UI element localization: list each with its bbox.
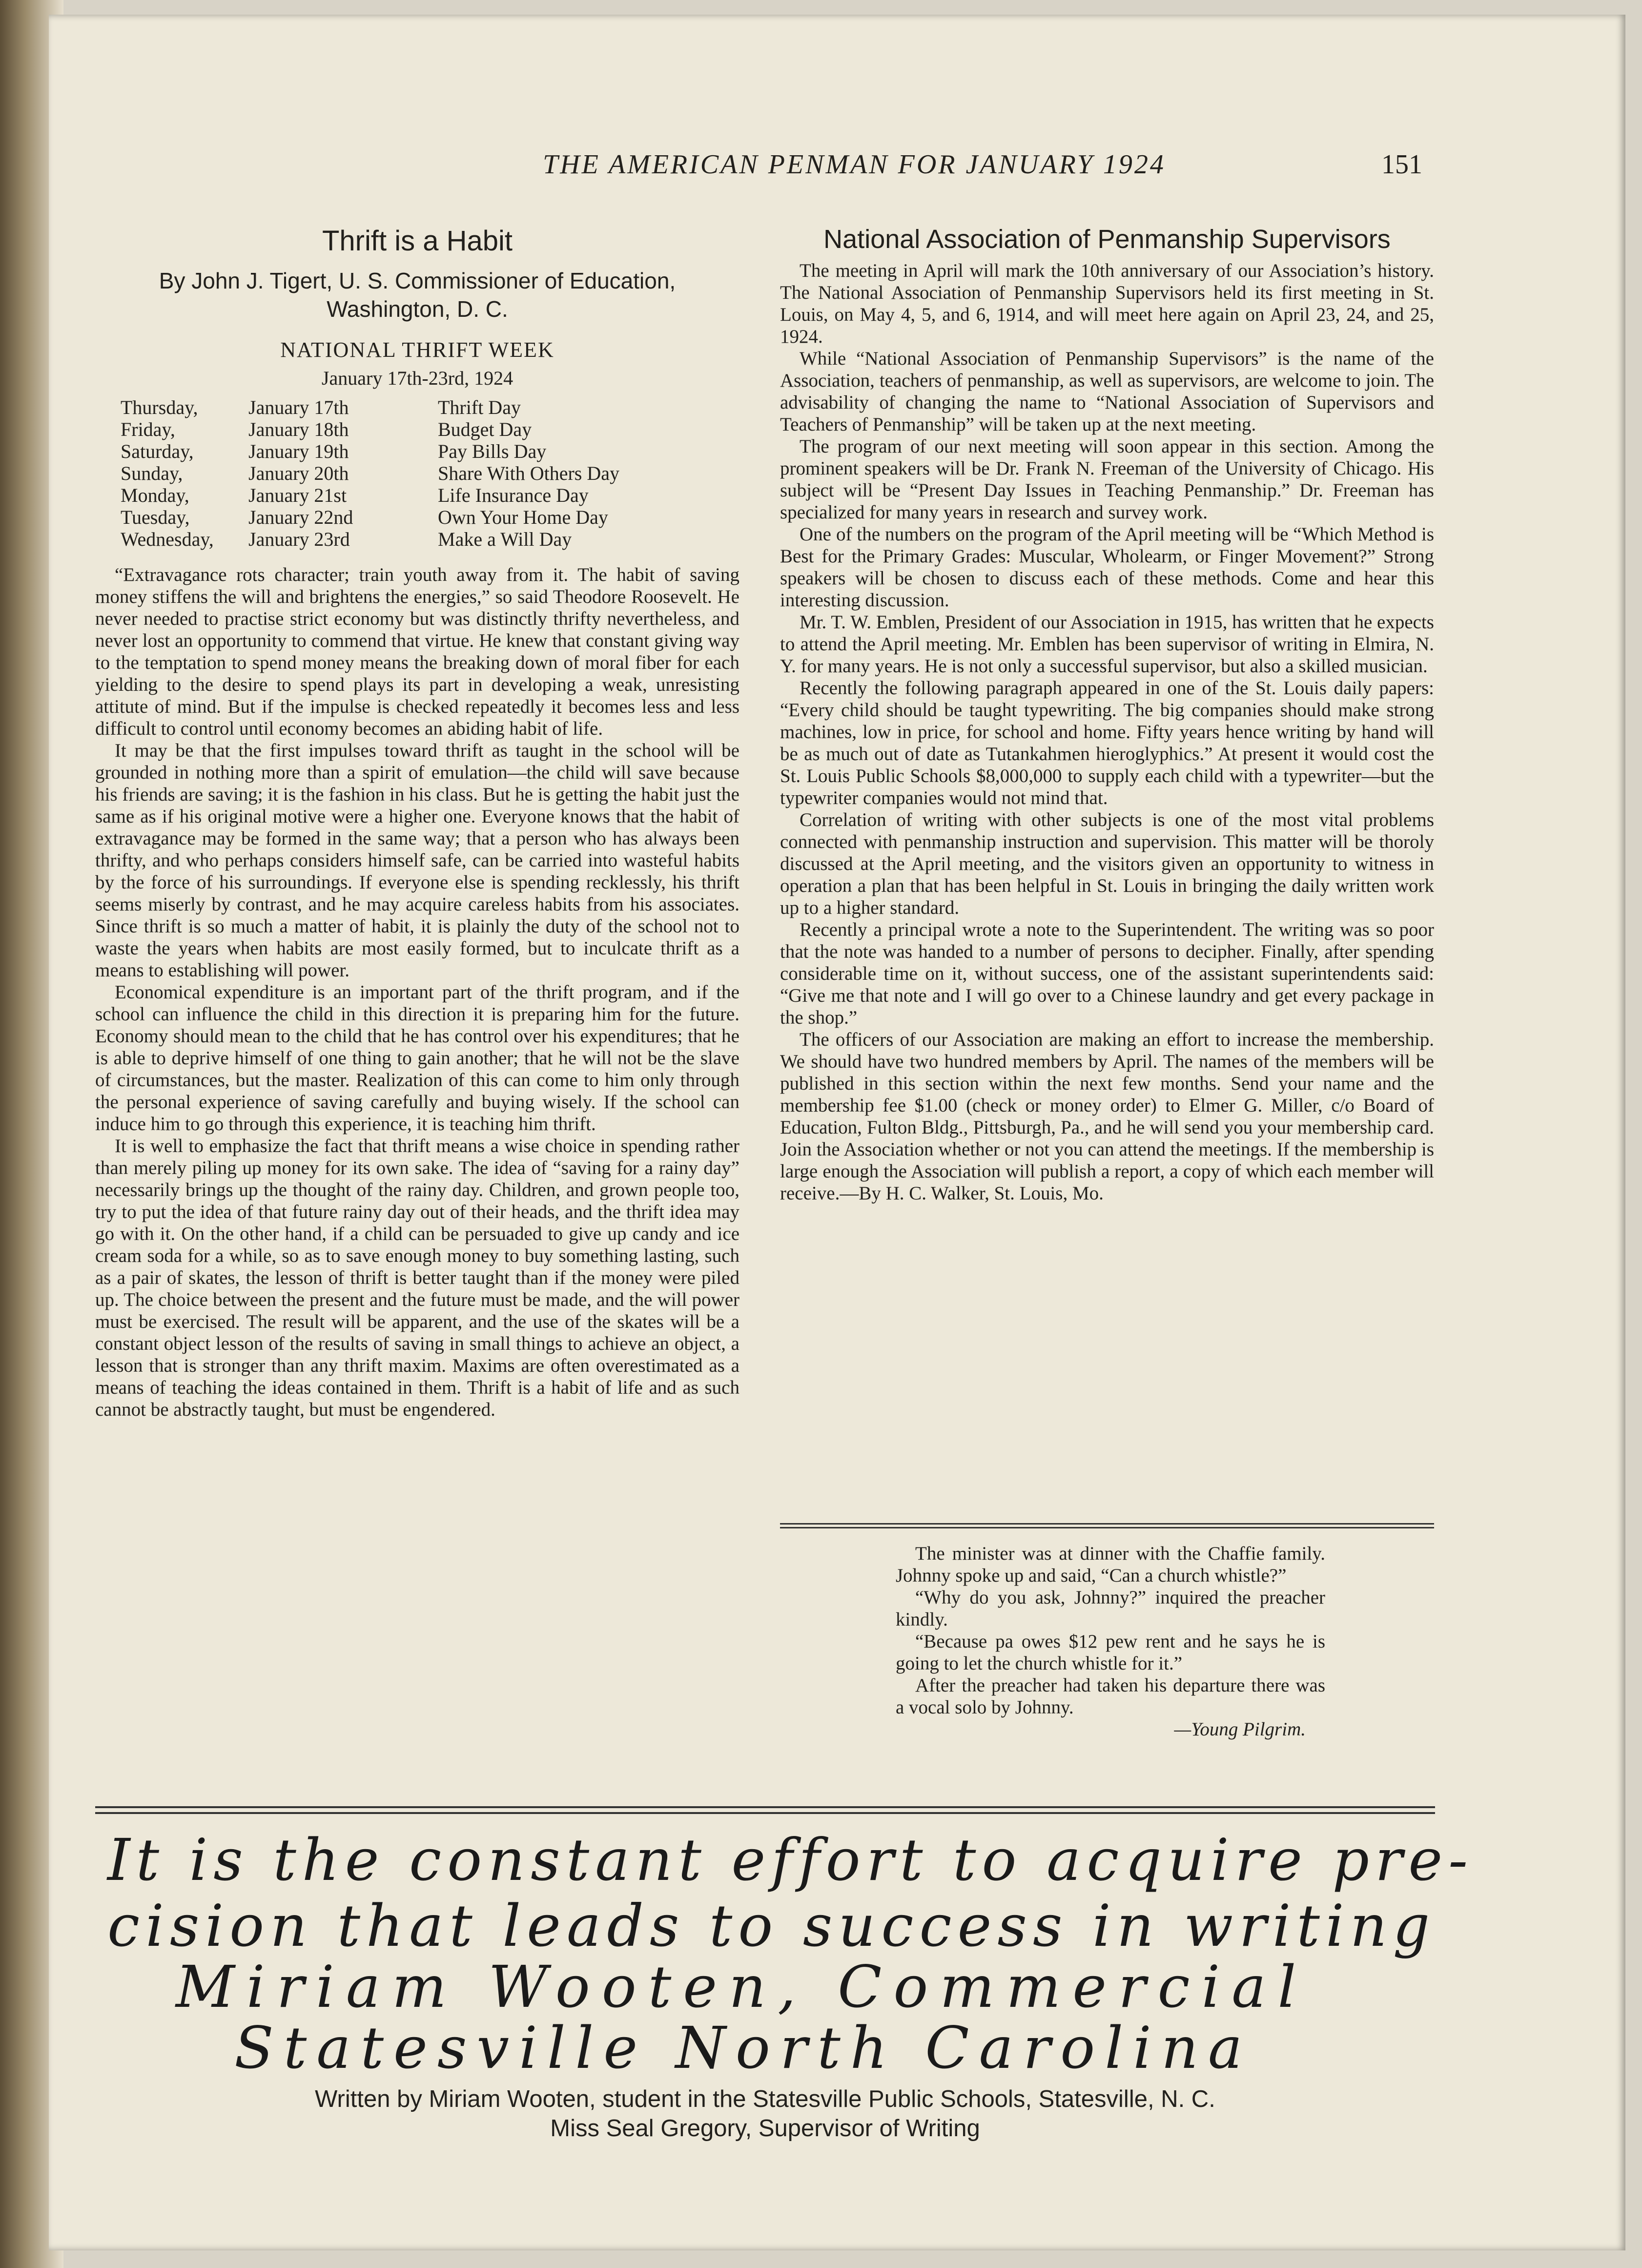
schedule-event: Thrift Day (438, 396, 521, 418)
handwriting-line: Miriam Wooten, Commercial (176, 1953, 1308, 2021)
article-paragraph: One of the numbers on the program of the April meeting will be “Which Method is Best for the Primary Grades: Muscular, Wholearm, or Finger Movement?” Strong speakers will be chosen to discuss each of these methods. Come and hear this interesting discussion. (780, 524, 1434, 611)
thrift-article-byline (95, 267, 739, 323)
caption-line: Written by Miriam Wooten, student in the Statesville Public Schools, Statesville, N. C. (315, 2086, 1215, 2112)
article-paragraph: Recently the following paragraph appeared in one of the St. Louis daily papers: “Every child should be taught typewriting. The big companies should make strong machines, low in price, for school and home. Fifty years hence writing by hand will be as much out of date as Tutankahmen hieroglyphics.” At present it would cost the St. Louis Public Schools $8,000,000 to supply each child with a typewriter—but the typewriter companies would not mind that. (780, 678, 1434, 808)
schedule-event: Own Your Home Day (438, 506, 608, 528)
article-paragraph: The officers of our Association are making an effort to increase the membership. We should have two hundred members by April. The names of the members will be published in this section within the next few months. Send your name and the membership fee $1.00 (check or money order) to Elmer G. Miller, c/o Board of Education, Fulton Bldg., Pittsburgh, Pa., and he will send you your membership card. Join the Association whether or not you can attend the meetings. If the membership is large enough the Association will publish a report, a copy of which each member will receive.—By H. C. Walker, St. Louis, Mo. (780, 1029, 1434, 1204)
article-paragraph: Correlation of writing with other subjects is one of the most vital problems connected with penmanship instruction and supervision. This matter will be thoroly discussed at the April meeting, and the visitors given an opportunity to witness in operation a plan that has been helpful in St. Louis in bringing the daily written work up to a higher standard. (780, 809, 1434, 918)
article-paragraph: Economical expenditure is an important part of the thrift program, and if the school can influence the child in this direction it is preparing him for the future. Economy should mean to the child that he has control over his expenditures; that he is able to deprive himself of one thing to gain another; that he will not be the slave of circumstances, but the master. Realization of this can come to him only through the personal experience of saving carefully and buying wisely. If the school can induce him to go through this experience, it is teaching him thrift. (95, 982, 739, 1134)
schedule-date: January 20th (248, 462, 349, 484)
specimen-caption (95, 2084, 1435, 2143)
article-paragraph: Recently a principal wrote a note to the Superintendent. The writing was so poor that the note was handed to a number of persons to decipher. Finally, after spending considerable time on it, without success, one of the assistant superintendents said: “Give me that note and I will go over to a Chinese laundry and get every package in the shop.” (780, 919, 1434, 1028)
thrift-week-heading: NATIONAL THRIFT WEEK (280, 338, 554, 362)
running-title: THE AMERICAN PENMAN FOR JANUARY 1924 (543, 149, 1166, 180)
byline-line: By John J. Tigert, U. S. Commissioner of Education, (159, 268, 676, 293)
association-article-title: National Association of Penmanship Supervisors (823, 225, 1391, 254)
schedule-date: January 17th (248, 396, 349, 418)
schedule-event: Budget Day (438, 418, 532, 440)
schedule-date: January 22nd (248, 506, 353, 528)
article-paragraph: The program of our next meeting will soon appear in this section. Among the prominent speakers will be Dr. Frank N. Freeman of the University of Chicago. His subject will be “Present Day Issues in Teaching Penmanship.” Dr. Freeman has specialized for many years in research and survey work. (780, 436, 1434, 523)
anecdote-paragraph: “Why do you ask, Johnny?” inquired the preacher kindly. (896, 1587, 1325, 1630)
schedule-day: Sunday, (121, 462, 183, 484)
anecdote-paragraph: The minister was at dinner with the Chaffie family. Johnny spoke up and said, “Can a church whistle?” (896, 1543, 1325, 1586)
anecdote-box (896, 1543, 1325, 1740)
schedule-date: January 18th (248, 418, 349, 440)
schedule-row (121, 528, 619, 550)
schedule-row (121, 462, 619, 484)
article-paragraph: It may be that the first impulses toward thrift as taught in the school will be grounded in nothing more than a spirit of emulation—the child will save because his friends are saving; it is the fashion in his class. But he is getting the habit just the same as if his original motive were a higher one. Everyone knows that the habit of extravagance may be formed in the same way; that a person who has always been thrifty, and who perhaps considers himself safe, can be carried into wasteful habits by the force of his surroundings. If everyone else is spending recklessly, his thrift seems miserly by contrast, and he may acquire careless habits from his associates. Since thrift is so much a matter of habit, it is plainly the duty of the school not to waste the years when habits are most easily formed, but to inculcate thrift as a means to establishing will power. (95, 740, 739, 981)
schedule-row (121, 484, 619, 506)
section-rule (95, 1812, 1435, 1814)
schedule-event: Share With Others Day (438, 462, 620, 484)
anecdote-attribution: —Young Pilgrim. (1174, 1719, 1306, 1740)
anecdote-paragraph: After the preacher had taken his departure there was a vocal solo by Johnny. (896, 1675, 1325, 1718)
thrift-article (95, 225, 739, 1421)
schedule-date: January 21st (248, 484, 347, 506)
column-divider-rule (780, 1527, 1434, 1528)
page-number: 151 (1381, 149, 1422, 180)
handwriting-line: It is the constant effort to acquire pre- (107, 1826, 1474, 1894)
column-divider-rule (780, 1523, 1434, 1525)
caption-line: Miss Seal Gregory, Supervisor of Writing (550, 2115, 980, 2142)
schedule-date: January 23rd (248, 528, 350, 550)
article-paragraph: Mr. T. W. Emblen, President of our Association in 1915, has written that he expects to attend the April meeting. Mr. Emblen has been supervisor of writing in Elmira, N. Y. for many years. He is not only a successful supervisor, but also a skilled musician. (780, 612, 1434, 677)
thrift-week-schedule (121, 396, 619, 550)
association-article (780, 225, 1434, 1204)
schedule-date: January 19th (248, 440, 349, 462)
schedule-day: Friday, (121, 418, 175, 440)
schedule-event: Make a Will Day (438, 528, 572, 550)
schedule-day: Monday, (121, 484, 189, 506)
schedule-day: Tuesday, (121, 506, 190, 528)
schedule-event: Pay Bills Day (438, 440, 547, 462)
schedule-row (121, 396, 619, 418)
thrift-week-dates: January 17th-23rd, 1924 (321, 367, 513, 389)
article-paragraph: It is well to emphasize the fact that thrift means a wise choice in spending rather than merely piling up money for its own sake. The idea of “saving for a rainy day” necessarily brings up the thought of the rainy day. Children, and grown people too, try to put the idea of that future rainy day out of their heads, and the thrift idea may go with it. On the other hand, if a child can be persuaded to give up candy and ice cream soda for a while, so as to save enough money to buy something lasting, such as a pair of skates, the lesson of thrift is better taught than if the money were piled up. The choice between the present and the future must be made, and the will power must be exercised. The result will be apparent, and the use of the skates will be a constant object lesson of the results of saving in small things to achieve an object, a lesson that is stronger than any thrift maxim. Maxims are often overestimated as a means of teaching the ideas contained in them. Thrift is a habit of life and as such cannot be abstractly taught, but must be engendered. (95, 1135, 739, 1420)
article-paragraph: The meeting in April will mark the 10th anniversary of our Association’s history. The National Association of Penmanship Supervisors held its first meeting in St. Louis, on May 4, 5, and 6, 1914, and will meet here again on April 23, 24, and 25, 1924. (780, 260, 1434, 347)
schedule-row (121, 418, 619, 440)
thrift-article-title: Thrift is a Habit (322, 225, 513, 257)
schedule-day: Saturday, (121, 440, 194, 462)
schedule-row (121, 506, 619, 528)
schedule-day: Wednesday, (121, 528, 214, 550)
anecdote-paragraph: “Because pa owes $12 pew rent and he says he is going to let the church whistle for it.” (896, 1631, 1325, 1674)
handwriting-line: cision that leads to success in writing (107, 1892, 1436, 1959)
byline-line: Washington, D. C. (327, 296, 508, 322)
schedule-event: Life Insurance Day (438, 484, 589, 506)
schedule-row (121, 440, 619, 462)
schedule-day: Thursday, (121, 396, 198, 418)
article-paragraph: While “National Association of Penmanship Supervisors” is the name of the Association, teachers of penmanship, as well as supervisors, are welcome to join. The advisability of changing the name to “National Association of Supervisors and Teachers of Penmanship” will be taken up at the next meeting. (780, 348, 1434, 435)
section-rule (95, 1806, 1435, 1808)
article-paragraph: “Extravagance rots character; train youth away from it. The habit of saving money stiffens the will and brightens the energies,” so said Theodore Roosevelt. He never needed to practise strict economy but was distinctly thrifty nevertheless, and never lost an opportunity to commend that virtue. He knew that constant giving way to the temptation to spend money means the breaking down of moral fiber for each yielding to the desire to spend plays its part in developing a weak, unresisting attitute of mind. But if the impulse is checked repeatedly it becomes less and less difficult to control until economy becomes an abiding habit of life. (95, 564, 739, 739)
handwriting-line: Statesville North Carolina (234, 2014, 1252, 2082)
